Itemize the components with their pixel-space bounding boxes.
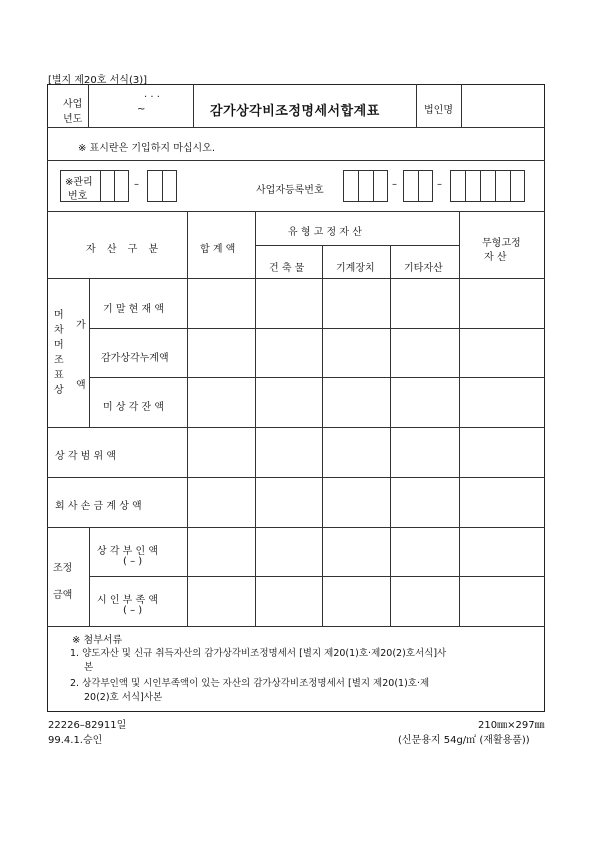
hline-1 bbox=[47, 127, 545, 128]
row-short-label-2: ( – ) bbox=[123, 605, 143, 616]
row-booked-label: 회 사 손 금 계 상 액 bbox=[55, 501, 142, 512]
vline-bs bbox=[89, 278, 90, 427]
hline-9 bbox=[47, 527, 545, 528]
col-asset-class: 자 산 구 분 bbox=[86, 244, 163, 255]
hline-5 bbox=[89, 328, 545, 329]
row-limit-label: 상 각 범 위 액 bbox=[55, 451, 117, 462]
biz-reg-dash-1: – bbox=[392, 179, 397, 190]
year-label-1: 사업 bbox=[63, 99, 83, 110]
row-accum-label: 감가상각누계액 bbox=[101, 353, 169, 364]
vline-total bbox=[187, 211, 188, 626]
mgmt-dash: – bbox=[134, 179, 139, 190]
date-tilde: ~ bbox=[137, 104, 146, 115]
vline-machinery bbox=[322, 245, 323, 626]
row-excess-label-1: 상 각 부 인 액 bbox=[97, 546, 159, 557]
mgmt-label-1: ※관리 bbox=[65, 177, 93, 188]
corp-label: 법인명 bbox=[424, 105, 453, 116]
biz-reg-label: 사업자등록번호 bbox=[256, 185, 324, 196]
form-number-label: [별지 제20호 서식(3)] bbox=[48, 75, 148, 86]
vline-other bbox=[390, 245, 391, 626]
mgmt-cell-2[interactable] bbox=[114, 170, 115, 202]
vline-h1 bbox=[88, 84, 89, 127]
bs-col-label: 머 차 머 조 표 상 bbox=[54, 310, 64, 396]
col-building: 건 축 물 bbox=[269, 263, 305, 274]
vline-intangible bbox=[459, 211, 460, 626]
notice-text: ※ 표시란은 기입하지 마십시오. bbox=[78, 143, 216, 154]
footer-code: 22226–82911일 bbox=[48, 720, 127, 731]
bs-col-label-2: 가 액 bbox=[76, 320, 86, 391]
row-ending-label: 기 말 현 재 액 bbox=[103, 304, 165, 315]
mgmt-label-2: 번호 bbox=[68, 191, 88, 202]
row-short-label-1: 시 인 부 족 액 bbox=[97, 595, 159, 606]
col-intangible-2: 자 산 bbox=[484, 252, 507, 263]
attach-item1-b: 본 bbox=[84, 662, 94, 673]
adj-label-1: 조정 bbox=[53, 563, 73, 574]
corp-name-field[interactable] bbox=[462, 85, 544, 126]
biz-reg-box-3[interactable] bbox=[450, 170, 525, 202]
footer-size: 210㎜×297㎜ bbox=[478, 720, 545, 731]
attach-heading: ※ 첨부서류 bbox=[72, 635, 123, 646]
mgmt-cell-1[interactable] bbox=[100, 170, 101, 202]
biz-reg-box-1[interactable] bbox=[343, 170, 388, 202]
footer-approval: 99.4.1.승인 bbox=[48, 735, 103, 746]
biz-reg-cell-5 bbox=[480, 170, 481, 202]
hline-tangible bbox=[255, 245, 459, 246]
biz-reg-cell-1 bbox=[358, 170, 359, 202]
row-excess-label-2: ( – ) bbox=[123, 556, 143, 567]
biz-reg-cell-6 bbox=[495, 170, 496, 202]
year-label-2: 년도 bbox=[63, 114, 83, 125]
hline-4 bbox=[47, 278, 545, 279]
hline-7 bbox=[47, 427, 545, 428]
vline-building bbox=[255, 211, 256, 626]
hline-10 bbox=[89, 576, 545, 577]
col-other: 기타자산 bbox=[404, 263, 443, 274]
biz-reg-cell-4 bbox=[465, 170, 466, 202]
attach-item1-a: 1. 양도자산 및 신규 취득자산의 감가상각비조정명세서 [별지 제20(1)호·제20(2)호서식]사 bbox=[70, 648, 447, 659]
hline-11 bbox=[47, 626, 545, 627]
hline-3 bbox=[47, 211, 545, 212]
footer-paper: (신문용지 54g/㎡ (재활용품)) bbox=[398, 735, 530, 746]
biz-reg-cell-2 bbox=[373, 170, 374, 202]
mgmt-cell-3 bbox=[162, 170, 163, 202]
vline-h3 bbox=[416, 84, 417, 127]
hline-8 bbox=[47, 477, 545, 478]
attach-item2-b: 20(2)호 서식]사본 bbox=[84, 692, 163, 703]
form-title: 감가상각비조정명세서합계표 bbox=[210, 104, 380, 119]
attach-item2-a: 2. 상각부인액 및 시인부족액이 있는 자산의 감가상각비조정명세서 [별지 제20(1)호·제 bbox=[70, 678, 430, 689]
date-dots: · · · bbox=[144, 92, 160, 103]
biz-reg-dash-2: – bbox=[437, 179, 442, 190]
col-intangible-1: 무형고정 bbox=[482, 238, 521, 249]
col-total: 합 계 액 bbox=[200, 244, 236, 255]
row-unamort-label: 미 상 각 잔 액 bbox=[103, 402, 165, 413]
col-tangible: 유 형 고 정 자 산 bbox=[288, 227, 362, 238]
biz-reg-cell-3 bbox=[418, 170, 419, 202]
biz-reg-cell-7 bbox=[510, 170, 511, 202]
vline-h2 bbox=[193, 84, 194, 127]
col-machinery: 기계장치 bbox=[336, 263, 375, 274]
adj-label-2: 금액 bbox=[53, 590, 73, 601]
hline-2 bbox=[47, 160, 545, 161]
hline-6 bbox=[89, 377, 545, 378]
